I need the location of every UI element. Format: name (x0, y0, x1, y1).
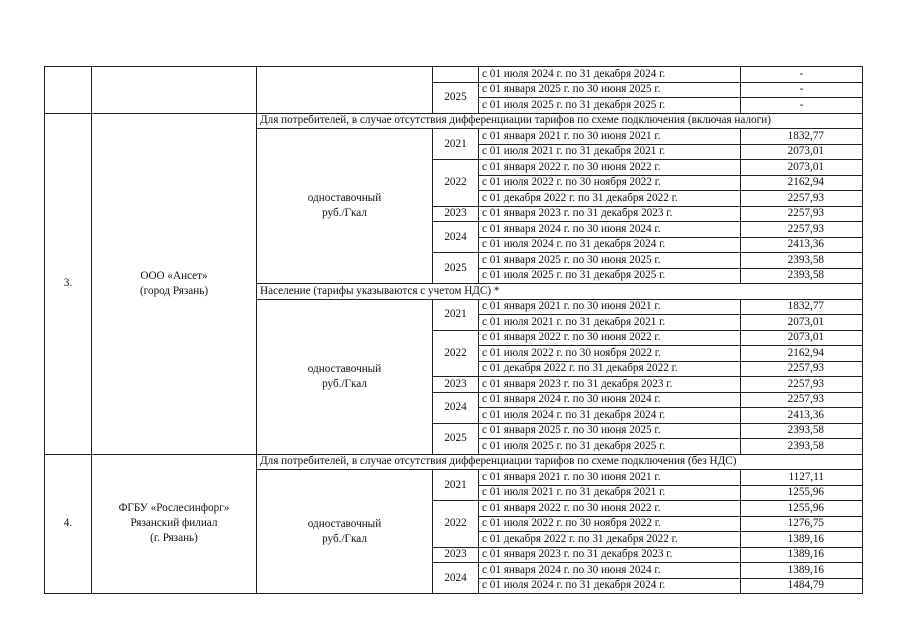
value-cell: 1832,77 (741, 299, 863, 315)
organization-name-line: (г. Рязань) (150, 532, 198, 545)
period-cell: с 01 января 2022 г. по 30 июня 2022 г. (479, 330, 741, 346)
period-cell: с 01 января 2023 г. по 31 декабря 2023 г. (479, 547, 741, 563)
period-cell: с 01 июля 2025 г. по 31 декабря 2025 г. (479, 98, 741, 114)
value-cell: 2257,93 (741, 361, 863, 377)
value-cell: 2393,58 (741, 423, 863, 439)
tariff-type-line: одноставочный (307, 362, 382, 375)
value-cell: 2257,93 (741, 392, 863, 408)
document-sheet (44, 66, 863, 594)
type-cell-continued (257, 67, 433, 114)
period-cell: с 01 января 2022 г. по 30 июня 2022 г. (479, 160, 741, 176)
period-cell: с 01 января 2025 г. по 30 июня 2025 г. (479, 253, 741, 269)
tariff-type (257, 299, 433, 454)
period-cell: с 01 января 2021 г. по 30 июня 2021 г. (479, 129, 741, 145)
tariff-type (257, 470, 433, 594)
org-cell-continued (92, 67, 257, 114)
period-cell: с 01 января 2021 г. по 30 июня 2021 г. (479, 470, 741, 486)
value-cell: 2073,01 (741, 144, 863, 160)
value-cell: 2393,58 (741, 253, 863, 269)
year-cell: 2021 (433, 299, 479, 330)
period-cell: с 01 июля 2021 г. по 31 декабря 2021 г. (479, 485, 741, 501)
value-cell: 1255,96 (741, 485, 863, 501)
year-cell: 2025 (433, 82, 479, 113)
value-cell: 2257,93 (741, 206, 863, 222)
value-cell: 2073,01 (741, 315, 863, 331)
year-cell: 2021 (433, 129, 479, 160)
period-cell: с 01 июля 2025 г. по 31 декабря 2025 г. (479, 439, 741, 455)
period-cell: с 01 июля 2021 г. по 31 декабря 2021 г. (479, 315, 741, 331)
organization-name-line: ФГБУ «Рослесинфорг» (118, 502, 230, 515)
period-cell: с 01 июля 2024 г. по 31 декабря 2024 г. (479, 67, 741, 83)
year-cell: 2024 (433, 563, 479, 594)
period-cell: с 01 января 2025 г. по 30 июня 2025 г. (479, 423, 741, 439)
year-cell: 2023 (433, 377, 479, 393)
period-cell: с 01 июля 2022 г. по 30 ноября 2022 г. (479, 516, 741, 532)
value-cell: 1484,79 (741, 578, 863, 594)
section-number: 4. (45, 454, 92, 594)
period-cell: с 01 января 2022 г. по 30 июня 2022 г. (479, 501, 741, 517)
tariff-table-body (45, 67, 863, 594)
value-cell: 2162,94 (741, 175, 863, 191)
year-cell: 2024 (433, 222, 479, 253)
subsection-header-row (45, 454, 863, 470)
period-cell: с 01 июля 2022 г. по 30 ноября 2022 г. (479, 175, 741, 191)
consumer-group-header: Для потребителей, в случае отсутствия дифференциации тарифов по схеме подключения (без НДС) (257, 454, 863, 470)
period-cell: с 01 июля 2021 г. по 31 декабря 2021 г. (479, 144, 741, 160)
num-cell-continued (45, 67, 92, 114)
year-cell: 2021 (433, 470, 479, 501)
year-cell: 2023 (433, 206, 479, 222)
value-cell: 2162,94 (741, 346, 863, 362)
organization-name-line: (город Рязань) (139, 284, 209, 297)
period-cell: с 01 июля 2024 г. по 31 декабря 2024 г. (479, 237, 741, 253)
organization-name (92, 113, 257, 454)
tariff-type-line: одноставочный (307, 517, 382, 530)
year-cell: 2023 (433, 547, 479, 563)
value-cell: 2073,01 (741, 160, 863, 176)
year-cell: 2022 (433, 330, 479, 377)
period-cell: с 01 июля 2024 г. по 31 декабря 2024 г. (479, 578, 741, 594)
tariff-type (257, 129, 433, 284)
year-cell: 2024 (433, 392, 479, 423)
value-cell: 1255,96 (741, 501, 863, 517)
consumer-group-header: Для потребителей, в случае отсутствия дифференциации тарифов по схеме подключения (включая налоги) (257, 113, 863, 129)
year-cell: 2025 (433, 423, 479, 454)
organization-name-line: Рязанский филиал (130, 517, 218, 530)
value-cell: 1276,75 (741, 516, 863, 532)
period-cell: с 01 декабря 2022 г. по 31 декабря 2022 г. (479, 191, 741, 207)
value-cell: 2257,93 (741, 222, 863, 238)
period-cell: с 01 июля 2024 г. по 31 декабря 2024 г. (479, 408, 741, 424)
year-cell: 2022 (433, 501, 479, 548)
year-cell: 2022 (433, 160, 479, 207)
value-cell: 1389,16 (741, 547, 863, 563)
period-cell: с 01 января 2024 г. по 30 июня 2024 г. (479, 222, 741, 238)
period-cell: с 01 января 2024 г. по 30 июня 2024 г. (479, 392, 741, 408)
period-cell: с 01 июля 2022 г. по 30 ноября 2022 г. (479, 346, 741, 362)
value-cell: 2073,01 (741, 330, 863, 346)
period-cell: с 01 января 2025 г. по 30 июня 2025 г. (479, 82, 741, 98)
value-cell: 1389,16 (741, 532, 863, 548)
value-cell: 1832,77 (741, 129, 863, 145)
table-row (45, 67, 863, 83)
value-cell: 2413,36 (741, 408, 863, 424)
year-cell: 2025 (433, 253, 479, 284)
period-cell: с 01 декабря 2022 г. по 31 декабря 2022 г. (479, 532, 741, 548)
value-cell: 2393,58 (741, 268, 863, 284)
value-cell: 2257,93 (741, 191, 863, 207)
period-cell: с 01 января 2024 г. по 30 июня 2024 г. (479, 563, 741, 579)
period-cell: с 01 июля 2025 г. по 31 декабря 2025 г. (479, 268, 741, 284)
period-cell: с 01 января 2021 г. по 30 июня 2021 г. (479, 299, 741, 315)
organization-name-line: ООО «Ансет» (140, 269, 208, 282)
value-cell: 1127,11 (741, 470, 863, 486)
value-cell: 1389,16 (741, 563, 863, 579)
value-cell: 2413,36 (741, 237, 863, 253)
period-cell: с 01 декабря 2022 г. по 31 декабря 2022 г. (479, 361, 741, 377)
tariff-type-line: руб./Гкал (322, 207, 367, 219)
value-cell: 2257,93 (741, 377, 863, 393)
year-cell-continued (433, 67, 479, 83)
section-number: 3. (45, 113, 92, 454)
value-cell: 2393,58 (741, 439, 863, 455)
period-cell: с 01 января 2023 г. по 31 декабря 2023 г. (479, 206, 741, 222)
value-cell: - (741, 82, 863, 98)
tariff-table (44, 66, 863, 594)
consumer-group-header: Население (тарифы указываются с учетом НДС) * (257, 284, 863, 300)
value-cell: - (741, 67, 863, 83)
tariff-type-line: руб./Гкал (322, 377, 367, 390)
subsection-header-row (45, 113, 863, 129)
period-cell: с 01 января 2023 г. по 31 декабря 2023 г. (479, 377, 741, 393)
value-cell: - (741, 98, 863, 114)
tariff-type-line: руб./Гкал (322, 532, 367, 545)
organization-name (92, 454, 257, 594)
tariff-type-line: одноставочный (307, 192, 382, 204)
